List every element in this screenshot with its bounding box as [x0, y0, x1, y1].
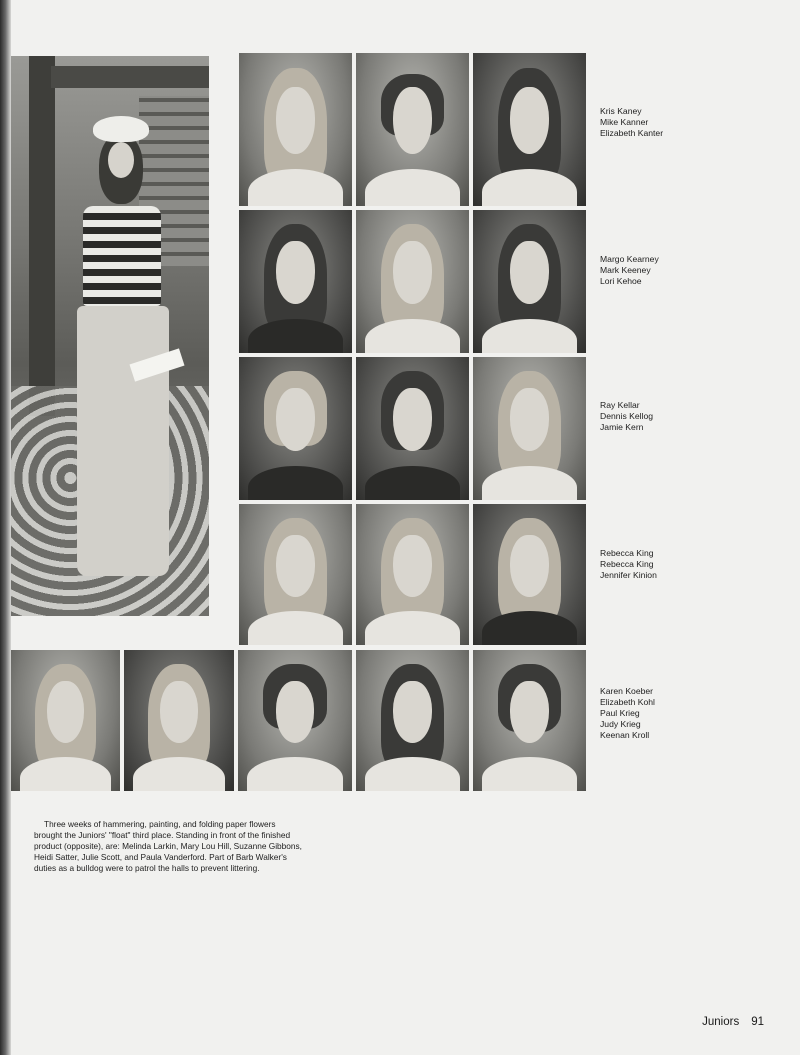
name-label: Mike Kanner: [600, 117, 649, 127]
page-number: 91: [751, 1016, 764, 1028]
candid-beam: [51, 66, 209, 88]
candid-photo-student-walking: [11, 56, 209, 616]
portrait-elizabeth-kanter: [473, 53, 586, 206]
portrait-jennifer-kinion: [473, 504, 586, 645]
portrait-elizabeth-kohl: [124, 650, 234, 791]
portrait-margo-kearney: [239, 210, 352, 353]
portrait-ray-kellar: [239, 357, 352, 500]
name-label: Rebecca King: [600, 559, 654, 569]
name-label: Mark Keeney: [600, 265, 651, 275]
portrait-jamie-kern: [473, 357, 586, 500]
name-label: Karen Koeber: [600, 686, 654, 696]
candid-figure-pants: [77, 306, 169, 576]
portrait-mark-keeney: [356, 210, 469, 353]
name-label: Margo Kearney: [600, 254, 659, 264]
portrait-keenan-kroll: [473, 650, 586, 791]
portrait-dennis-kellog: [356, 357, 469, 500]
portrait-mike-kanner: [356, 53, 469, 206]
names-row-3: [600, 400, 653, 433]
name-label: Judy Krieg: [600, 719, 641, 729]
candid-pillar: [29, 56, 55, 416]
candid-figure-face: [108, 142, 134, 178]
portrait-kris-kaney: [239, 53, 352, 206]
portrait-rebecca-king-1: [239, 504, 352, 645]
name-label: Lori Kehoe: [600, 276, 642, 286]
portrait-karen-koeber: [11, 650, 120, 791]
name-label: Rebecca King: [600, 548, 654, 558]
portrait-judy-krieg: [356, 650, 469, 791]
candid-figure-striped-top: [83, 206, 161, 306]
portrait-rebecca-king-2: [356, 504, 469, 645]
name-label: Ray Kellar: [600, 400, 640, 410]
portrait-paul-krieg: [238, 650, 352, 791]
name-label: Keenan Kroll: [600, 730, 650, 740]
names-row-4: [600, 548, 657, 581]
name-label: Paul Krieg: [600, 708, 640, 718]
page-folio: [702, 1016, 764, 1028]
portrait-lori-kehoe: [473, 210, 586, 353]
name-label: Dennis Kellog: [600, 411, 654, 421]
section-label: Juniors: [702, 1016, 740, 1028]
names-row-1: [600, 106, 663, 139]
name-label: Kris Kaney: [600, 106, 642, 116]
names-row-2: [600, 254, 659, 287]
name-label: Jennifer Kinion: [600, 570, 657, 580]
name-label: Elizabeth Kanter: [600, 128, 664, 138]
candid-figure-hat: [93, 116, 149, 142]
photo-caption: Three weeks of hammering, painting, and folding paper flowers brought the Juniors' "float" third place. Standing in front of the finished product (opposite), are: Melinda Larkin, Mary Lou Hill, Suzanne Gibbons, Heidi Satter, Julie Scott, and Paula Vanderford. Part of Barb Walker's duties as a bulldog were to patrol the halls to prevent littering.: [34, 819, 302, 873]
name-label: Jamie Kern: [600, 422, 644, 432]
name-label: Elizabeth Kohl: [600, 697, 655, 707]
page-spine-shadow: [0, 0, 11, 1055]
names-row-5: [600, 686, 655, 741]
